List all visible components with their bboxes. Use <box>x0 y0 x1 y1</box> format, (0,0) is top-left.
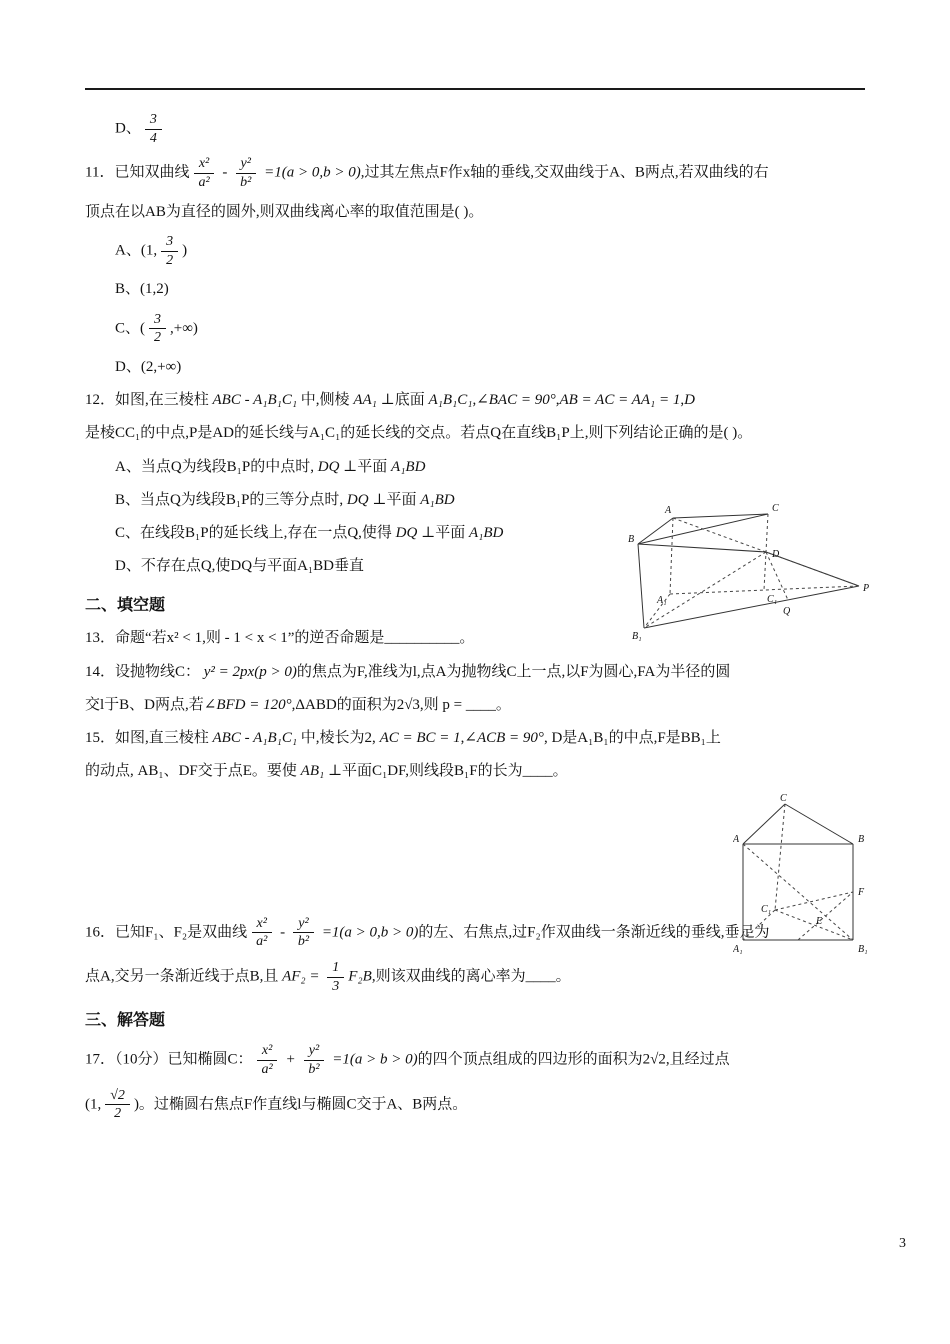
q11-stem-line1 <box>85 156 875 190</box>
math-run: DQ <box>314 458 344 475</box>
text-run: )。过椭圆右焦点F作直线l与椭圆C交于A、B两点。 <box>133 1096 468 1113</box>
text-run: D、不存在点Q,使DQ与平面A₁BD垂直 <box>115 558 364 575</box>
text-run: ⊥平面C₁DF,则线段B₁F的长为____。 <box>327 763 568 780</box>
text-run: 中,棱长为2, <box>300 730 376 747</box>
text-run: ) <box>182 242 188 259</box>
q17-stem-line2 <box>85 1088 875 1122</box>
fraction: $\frac{\text{x²}}{\text{a²}}$ <box>257 1043 278 1077</box>
math-run: AB₁ <box>296 763 328 780</box>
math-run: ABC - A₁B₁C₁ <box>208 730 301 747</box>
text-run: D、 <box>115 120 141 137</box>
q12-stem-line2 <box>85 422 875 445</box>
math-run: ∠BAC = 90° <box>476 392 556 409</box>
text-run: (1, <box>85 1096 102 1113</box>
text-run: 二、填空题 <box>85 594 166 614</box>
text-run: , <box>472 392 477 409</box>
figure-q12-prism <box>628 498 873 650</box>
q16-stem-line2 <box>85 960 875 994</box>
text-run: C、( <box>115 320 146 337</box>
q11-stem-line2 <box>85 201 875 224</box>
math-run: =1(a > 0,b > 0) <box>318 924 419 941</box>
q17-stem-line1 <box>85 1043 875 1077</box>
vertex-label: C <box>772 503 779 514</box>
fraction: $\frac{3}{4}$ <box>145 112 162 146</box>
text-run: ,则该双曲线的离心率为____。 <box>371 968 571 985</box>
math-run: =1(a > 0,b > 0) <box>260 164 361 181</box>
q11-option-d <box>115 356 875 379</box>
text-run: 15．如图,直三棱柱 <box>85 730 209 747</box>
text-run: ⊥平面 <box>421 525 466 542</box>
top-option-d <box>115 112 875 146</box>
text-run: 的四个顶点组成的四边形的面积为2√2,且经过点 <box>417 1051 730 1068</box>
math-run: AB = AC = AA₁ = 1 <box>559 392 681 409</box>
text-run: ⊥平面 <box>372 491 417 508</box>
text-run: B、(1,2) <box>115 281 169 298</box>
text-run: 14．设抛物线C： <box>85 663 201 680</box>
fraction: $\frac{\text{x²}}{\text{a²}}$ <box>193 156 214 190</box>
vertex-label: F <box>858 887 865 898</box>
math-run: AA₁ <box>349 392 381 409</box>
math-run: D <box>684 392 695 409</box>
math-run: ABC - A₁B₁C₁ <box>208 392 301 409</box>
prism-solid-edges <box>638 514 859 628</box>
fraction: $\frac{√2}{2}$ <box>105 1088 130 1122</box>
q12-option-a <box>115 456 875 479</box>
math-run: A₁BD <box>465 525 504 542</box>
text-run: 中,侧棱 <box>300 392 350 409</box>
q11-option-c <box>115 312 875 346</box>
text-run: A、(1, <box>115 242 158 259</box>
q15-stem-line2 <box>85 760 875 783</box>
text-run: ⊥底面 <box>380 392 425 409</box>
math-run: AF₂ = <box>278 968 324 985</box>
prism-dashed-edges <box>644 514 859 628</box>
math-run: - <box>276 924 289 941</box>
q11-option-b <box>115 278 875 301</box>
text-run: 16．已知F₁、F₂是双曲线 <box>85 924 248 941</box>
vertex-label: C₁ <box>761 904 772 915</box>
text-run: 11．已知双曲线 <box>85 164 190 181</box>
fraction: $\frac{\text{y²}}{\text{b²}}$ <box>293 916 314 950</box>
text-run: B、当点Q为线段B₁P的三等分点时, <box>115 491 344 508</box>
text-run: ⊥平面 <box>343 458 388 475</box>
text-run: ,ΔABD的面积为2√3,则 p = ____。 <box>291 696 511 713</box>
math-run: A₁B₁C₁ <box>424 392 473 409</box>
vertex-label: E <box>816 916 823 927</box>
text-run: C、在线段B₁P的延长线上,存在一点Q,使得 <box>115 525 392 542</box>
text-run: 的焦点为F,准线为l,点A为抛物线C上一点,以F为圆心,FA为半径的圆 <box>296 663 731 680</box>
vertex-label: P <box>863 583 870 594</box>
vertex-label: B₁ <box>632 631 642 642</box>
text-run: 17．（10分）已知椭圆C： <box>85 1051 253 1068</box>
text-run: 是棱CC₁的中点,P是AD的延长线与A₁C₁的延长线的交点。若点Q在直线B₁P上,则下列结论正确的是( )。 <box>85 425 753 442</box>
text-run: 三、解答题 <box>85 1010 166 1030</box>
vertex-label: A <box>733 834 740 845</box>
text-run: , <box>680 392 685 409</box>
math-run: =1(a > b > 0) <box>328 1051 418 1068</box>
text-run: ,+∞) <box>170 320 198 337</box>
page-number: 3 <box>899 1236 906 1251</box>
math-run: y² = 2px(p > 0) <box>200 663 297 680</box>
prism-dashed-edges <box>743 804 853 940</box>
text-run: 的左、右焦点,过F₂作双曲线一条渐近线的垂线,垂足为 <box>418 924 770 941</box>
fraction: $\frac{3}{2}$ <box>161 234 178 268</box>
text-run: 12．如图,在三棱柱 <box>85 392 209 409</box>
vertex-label: A <box>665 505 672 516</box>
vertex-label: Q <box>783 606 791 617</box>
text-run: 13．命题“若x² < 1,则 - 1 < x < 1”的逆否命题是__________。 <box>85 630 475 647</box>
math-run: - <box>218 164 232 181</box>
vertex-label: B <box>858 834 865 845</box>
figure-q15-prism <box>733 792 873 962</box>
fraction: $\frac{1}{3}$ <box>327 960 344 994</box>
vertex-label: C <box>780 793 787 804</box>
math-run: DQ <box>391 525 422 542</box>
fraction: $\frac{\text{x²}}{\text{a²}}$ <box>251 916 272 950</box>
text-run: 的动点, AB₁、DF交于点E。要使 <box>85 763 297 780</box>
vertex-label: C₁ <box>767 594 778 605</box>
math-run: DQ <box>343 491 373 508</box>
vertex-label: D <box>772 549 780 560</box>
prism-solid-edges <box>743 804 853 940</box>
text-run: 交l于B、D两点,若 <box>85 696 204 713</box>
fraction: $\frac{\text{y²}}{\text{b²}}$ <box>303 1043 324 1077</box>
section-3-heading <box>85 1008 875 1033</box>
math-run: ∠ACB = 90° <box>464 730 544 747</box>
text-run: 点A,交另一条渐近线于点B,且 <box>85 968 279 985</box>
math-run: AC = BC = 1 <box>375 730 461 747</box>
q14-stem-line2 <box>85 694 875 717</box>
q14-stem-line1 <box>85 661 875 684</box>
math-run: + <box>281 1051 300 1068</box>
vertex-label: A₁ <box>657 595 667 606</box>
q11-option-a <box>115 234 875 268</box>
text-run: ,过其左焦点F作x轴的垂线,交双曲线于A、B两点,若双曲线的右 <box>360 164 769 181</box>
fraction: $\frac{\text{y²}}{\text{b²}}$ <box>235 156 256 190</box>
text-run: D、(2,+∞) <box>115 358 182 375</box>
figure-labels <box>628 503 869 642</box>
text-run: , <box>460 730 465 747</box>
text-run: , D是A₁B₁的中点,F是BB₁上 <box>543 730 721 747</box>
math-run: A₁BD <box>416 491 455 508</box>
q15-stem-line1 <box>85 727 875 750</box>
math-run: ∠BFD = 120° <box>203 696 292 713</box>
text-run: , <box>555 392 560 409</box>
text-run: A、当点Q为线段B₁P的中点时, <box>115 458 314 475</box>
fraction: $\frac{3}{2}$ <box>149 312 166 346</box>
vertex-label: B₁ <box>858 944 868 955</box>
vertex-label: B <box>628 534 635 545</box>
q12-stem-line1 <box>85 389 875 412</box>
math-run: F₂B <box>348 968 372 985</box>
math-run: A₁BD <box>387 458 426 475</box>
vertex-label: A₁ <box>733 944 743 955</box>
header-rule <box>85 88 865 90</box>
text-run: 顶点在以AB为直径的圆外,则双曲线离心率的取值范围是( )。 <box>85 203 484 220</box>
